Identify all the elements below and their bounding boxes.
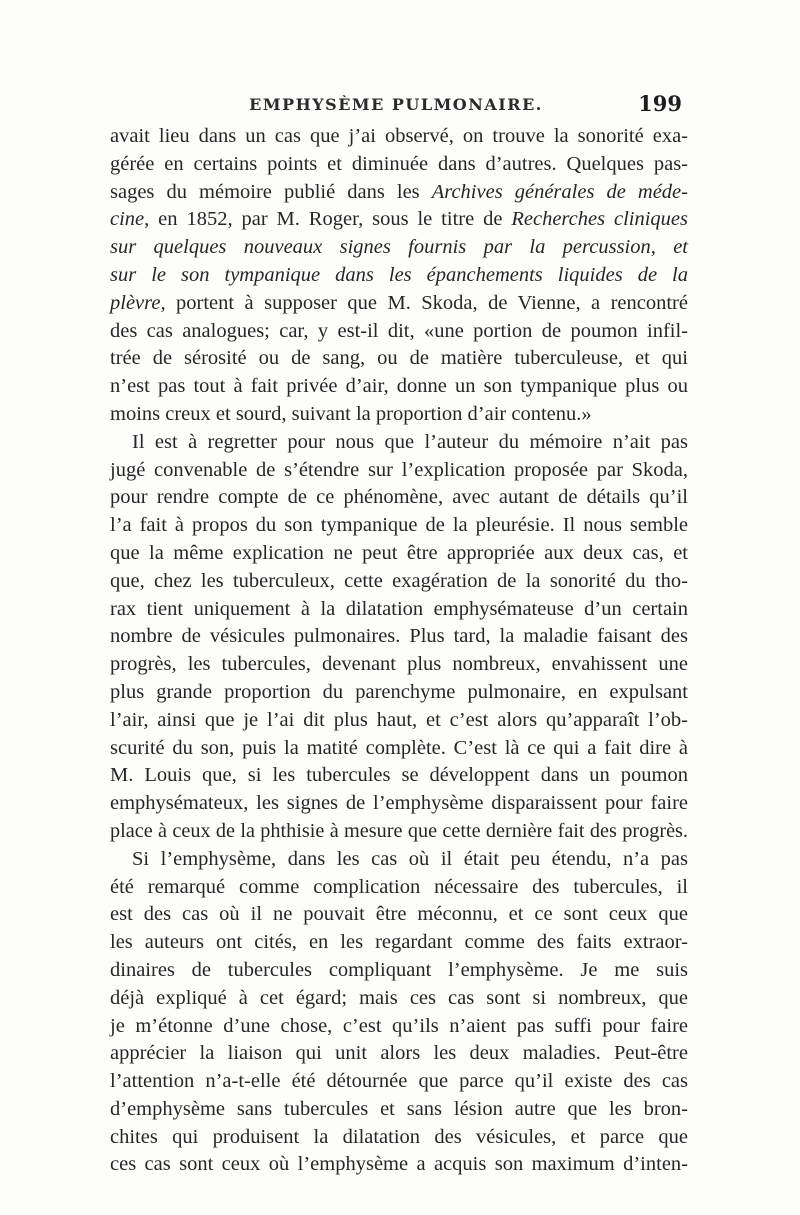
text-segment: rax tient uniquement à la dilatation emphysémateuse d’un certain	[110, 597, 688, 620]
text-line	[110, 901, 688, 929]
text-segment: que, chez les tuberculeux, cette exagération de la sonorité du tho-	[110, 569, 688, 592]
text-segment: je m’étonne d’une chose, c’est qu’ils n’aient pas suffi pour faire	[110, 1014, 688, 1037]
text-line	[110, 929, 688, 957]
text-line	[110, 790, 688, 818]
text-segment: l’air, ainsi que je l’ai dit plus haut, et c’est alors qu’apparaît l’ob-	[110, 708, 688, 731]
text-line	[110, 818, 688, 846]
text-segment: scurité du son, puis la matité complète. C’est là ce qui a fait dire à	[110, 736, 688, 759]
text-line	[110, 1124, 688, 1152]
page-header	[110, 91, 682, 125]
text-line	[110, 874, 688, 902]
text-line	[110, 290, 688, 318]
text-line	[110, 401, 688, 429]
text-line	[110, 123, 688, 151]
text-segment: l’attention n’a-t-elle été détournée que parce qu’il existe des cas	[110, 1070, 688, 1093]
text-segment: est des cas où il ne pouvait être méconnu, et ce sont ceux que	[110, 903, 688, 926]
text-segment: chites qui produisent la dilatation des vésicules, et parce que	[110, 1125, 688, 1148]
text-line	[110, 1013, 688, 1041]
text-segment: que la même explication ne peut être appropriée aux deux cas, et	[110, 541, 688, 564]
text-segment: n’est pas tout à fait privée d’air, donne un son tympanique plus ou	[110, 375, 688, 398]
italic-text: Archives générales de méde-	[431, 180, 688, 203]
text-segment: l’a fait à propos du son tympanique de la pleurésie. Il nous semble	[110, 514, 688, 537]
text-segment: déjà expliqué à cet égard; mais ces cas sont si nombreux, que	[110, 986, 688, 1009]
text-segment: d’emphysème sans tubercules et sans lésion autre que les bron-	[110, 1097, 688, 1120]
text-segment: apprécier la liaison qui unit alors les deux maladies. Peut-être	[110, 1042, 688, 1065]
text-line	[110, 1040, 688, 1068]
text-line	[110, 1068, 688, 1096]
text-line	[110, 957, 688, 985]
text-segment: trée de sérosité ou de sang, ou de matière tuberculeuse, et qui	[110, 347, 688, 370]
text-segment: place à ceux de la phthisie à mesure que cette dernière fait des progrès.	[110, 819, 688, 842]
text-segment: gérée en certains points et diminuée dans d’autres. Quelques pas-	[110, 152, 688, 175]
text-segment: plus grande proportion du parenchyme pulmonaire, en expulsant	[110, 680, 688, 703]
text-segment: en 1852, par M. Roger, sous le titre de	[149, 208, 512, 231]
italic-text: Recherches cliniques	[511, 208, 688, 231]
italic-text: sur le son tympanique dans les épanchements liquides de la	[110, 263, 688, 286]
text-line	[110, 318, 688, 346]
text-segment: portent à supposer que M. Skoda, de Vienne, a rencontré	[165, 291, 688, 314]
text-line	[110, 457, 688, 485]
text-line	[110, 735, 688, 763]
text-line	[110, 206, 688, 234]
text-segment: nombre de vésicules pulmonaires. Plus tard, la maladie faisant des	[110, 625, 688, 648]
text-segment: ces cas sont ceux où l’emphysème a acquis son maximum d’inten-	[110, 1153, 688, 1176]
text-line	[110, 596, 688, 624]
text-line	[110, 568, 688, 596]
body-text	[110, 123, 688, 1179]
text-segment: moins creux et sourd, suivant la proportion d’air contenu.»	[110, 402, 592, 425]
text-segment: les auteurs ont cités, en les regardant comme des faits extraor-	[110, 931, 688, 954]
text-line	[110, 1151, 688, 1179]
text-line	[110, 151, 688, 179]
text-segment: sages du mémoire publié dans les	[110, 180, 432, 203]
text-segment: progrès, les tubercules, devenant plus nombreux, envahissent une	[110, 653, 688, 676]
text-segment: avait lieu dans un cas que j’ai observé, on trouve la sonorité exa-	[110, 125, 688, 147]
text-line	[110, 985, 688, 1013]
italic-text: sur quelques nouveaux signes fournis par la percussion, et	[110, 236, 688, 259]
text-line	[110, 540, 688, 568]
text-line	[110, 707, 688, 735]
text-segment: pour rendre compte de ce phénomène, avec autant de détails qu’il	[110, 486, 688, 509]
text-line	[110, 512, 688, 540]
text-line	[110, 234, 688, 262]
text-segment: Si l’emphysème, dans les cas où il était peu étendu, n’a pas	[132, 847, 688, 870]
running-title: EMPHYSÈME PULMONAIRE.	[249, 95, 543, 114]
page-number: 199	[638, 91, 682, 116]
text-line	[110, 623, 688, 651]
text-line	[110, 429, 688, 457]
text-line	[110, 484, 688, 512]
text-segment: M. Louis que, si les tubercules se développent dans un poumon	[110, 764, 688, 787]
text-line	[110, 262, 688, 290]
text-segment: des cas analogues; car, y est-il dit, «une portion de poumon infil-	[110, 319, 688, 342]
text-segment: Il est à regretter pour nous que l’auteur du mémoire n’ait pas	[132, 430, 688, 453]
text-line	[110, 762, 688, 790]
text-segment: emphysémateux, les signes de l’emphysème disparaissent pour faire	[110, 792, 688, 815]
text-line	[110, 345, 688, 373]
text-segment: dinaires de tubercules compliquant l’emphysème. Je me suis	[110, 958, 688, 981]
text-line	[110, 1096, 688, 1124]
text-line	[110, 373, 688, 401]
text-segment: jugé convenable de s’étendre sur l’explication proposée par Skoda,	[110, 458, 688, 481]
text-segment: été remarqué comme complication nécessaire des tubercules, il	[110, 875, 688, 898]
italic-text: plèvre,	[110, 291, 166, 314]
text-line	[110, 179, 688, 207]
text-line	[110, 846, 688, 874]
italic-text: cine,	[110, 208, 150, 231]
text-line	[110, 651, 688, 679]
text-line	[110, 679, 688, 707]
